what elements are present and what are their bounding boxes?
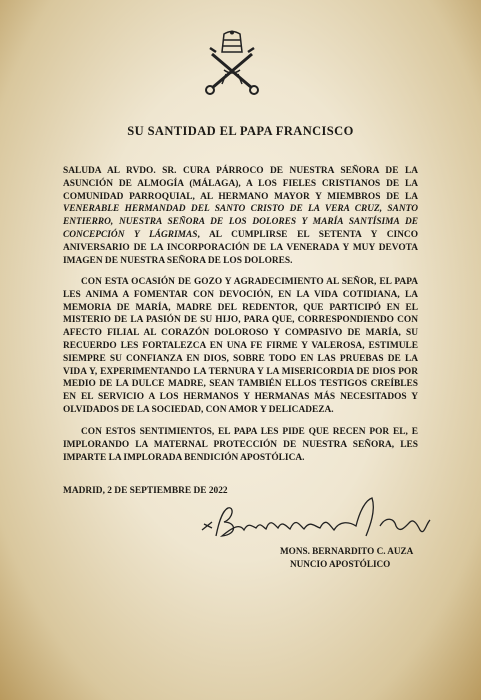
greeting-paragraph bbox=[63, 165, 418, 267]
greeting-text-1: SALUDA AL RVDO. SR. CURA PÁRROCO DE NUESTRA SEÑORA DE LA ASUNCIÓN DE ALMOGÍA (MÁLAGA), A LOS FIELES CRISTIANOS DE LA COMUNIDAD PARROQUIAL, AL HERMANO MAYOR Y MIEMBROS DE LA bbox=[63, 166, 418, 202]
blessing-paragraph: CON ESTA OCASIÓN DE GOZO Y AGRADECIMIENTO AL SEÑOR, EL PAPA LES ANIMA A FOMENTAR CON DEVOCIÓN, EN LA VIDA COTIDIANA, LA MEMORIA DE MARÍA, MADRE DEL REDENTOR, QUE PARTICIPÓ EN EL MISTERIO DE LA PASIÓN DE SU HIJO, PARA QUE, CORRESPONDIENDO CON AFECTO FILIAL AL CORAZÓN DOLOROSO Y COMPASIVO DE MARÍA, SU RECUERDO LES FORTALEZCA EN UNA FE FIRME Y VALEROSA, ESTIMULE SIEMPRE SU CONFIANZA EN DIOS, SOBRE TODO EN LAS PRUEBAS DE LA VIDA Y, EXPERIMENTANDO LA TERNURA Y LA MISERICORDIA DE DIOS POR MEDIO DE LA DULCE MADRE, SEAN TAMBIÉN ELLOS TESTIGOS CREÍBLES EN EL SERVICIO A LOS HERMANOS Y HERMANAS MÁS NECESITADOS Y OLVIDADOS DE LA SOCIEDAD, CON AMOR Y DELICADEZA. bbox=[63, 277, 418, 415]
greeting-text-2: , AL CUMPLIRSE EL SETENTA Y CINCO ANIVERSARIO DE LA INCORPORACIÓN DE LA VENERADA Y MUY DEVOTA IMAGEN DE NUESTRA SEÑORA DE LOS DOLORES. bbox=[63, 229, 418, 266]
signer-title: NUNCIO APOSTÓLICO bbox=[290, 559, 391, 569]
papal-coat-of-arms-icon bbox=[202, 30, 262, 96]
brotherhood-name: VENERABLE HERMANDAD DEL SANTO CRISTO DE LA VERA CRUZ, SANTO ENTIERRO, NUESTRA SEÑORA DE LOS DOLORES Y MARÍA SANTÍSIMA DE CONCEPCIÓN Y LÁGRIMAS bbox=[63, 204, 418, 240]
letter-title: SU SANTIDAD EL PAPA FRANCISCO bbox=[127, 124, 354, 138]
closing-paragraph: CON ESTOS SENTIMIENTOS, EL PAPA LES PIDE QUE RECEN POR EL, E IMPLORANDO LA MATERNAL PROTECCIÓN DE NUESTRA SEÑORA, LES IMPARTE LA IMPLORADA BENDICIÓN APOSTÓLICA. bbox=[63, 427, 418, 463]
signer-block bbox=[280, 545, 413, 571]
letter-date: MADRID, 2 DE SEPTIEMBRE DE 2022 bbox=[63, 486, 228, 496]
handwritten-signature bbox=[200, 496, 440, 550]
signer-name: MONS. BERNARDITO C. AUZA bbox=[280, 546, 414, 556]
